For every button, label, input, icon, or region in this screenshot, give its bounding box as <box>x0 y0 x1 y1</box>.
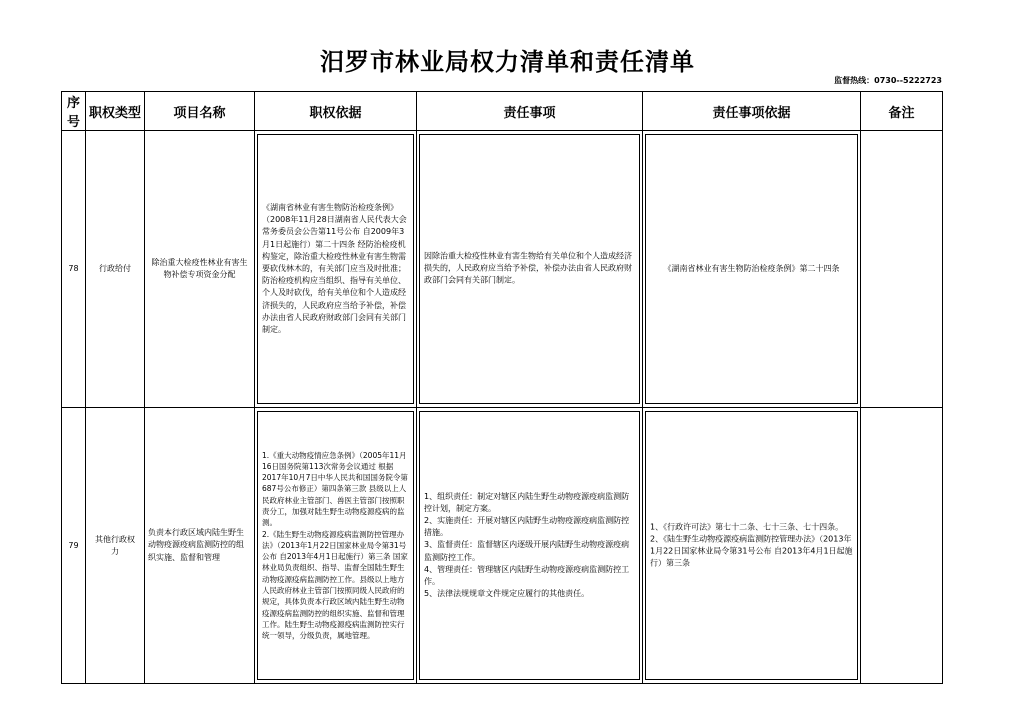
header-duty-basis: 责任事项依据 <box>643 92 861 131</box>
page-title: 汨罗市林业局权力清单和责任清单 <box>320 48 695 76</box>
row-duty-basis-cell <box>643 131 861 408</box>
row-duty-cell <box>417 408 643 684</box>
row-no: 79 <box>62 408 86 684</box>
basis-box <box>257 411 414 680</box>
row-duty-basis-cell <box>643 408 861 684</box>
duty-box <box>419 134 640 404</box>
row-name: 负责本行政区域内陆生野生动物疫源疫病监测防控的组织实施、监督和管理 <box>145 408 255 684</box>
row-basis: 《湖南省林业有害生物防治检疫条例》（2008年11月28日湖南省人民代表大会常务委员会公告第11号公布 自2009年3月1日起施行）第二十四条 经防治检疫机构鉴定，除治重大检疫性林业有害生物需要砍伐林木的，有关部门应当及时批准；防治检疫机构应当组织、指导有关单位、个人及时砍伐，给有关单位和个人造成经济损失的，人民政府应当给予补偿，补偿办法由省人民政府财政部门会同有关部门制定。 <box>262 202 407 334</box>
row-basis-cell <box>255 131 417 408</box>
header-no: 序号 <box>62 92 86 131</box>
row-basis-cell <box>255 408 417 684</box>
row-type: 其他行政权力 <box>86 408 145 684</box>
header-name: 项目名称 <box>145 92 255 131</box>
row-duty: 因除治重大检疫性林业有害生物给有关单位和个人造成经济损失的，人民政府应当给予补偿，补偿办法由省人民政府财政部门会同有关部门制定。 <box>424 251 632 286</box>
table-row <box>62 131 943 408</box>
row-name: 除治重大检疫性林业有害生物补偿专项资金分配 <box>145 131 255 408</box>
row-no: 78 <box>62 131 86 408</box>
row-type: 行政给付 <box>86 131 145 408</box>
row-duty-cell <box>417 131 643 408</box>
table-header-row <box>62 92 943 131</box>
row-duty: 1、组织责任：制定对辖区内陆生野生动物疫源疫病监测防控计划，制定方案。 2、实施责任：开展对辖区内陆野生动物疫源疫病监测防控措施。 3、监督责任：监督辖区内逐级开展内陆野生动物疫源疫病监测防控工作。 4、管理责任：管理辖区内陆野生动物疫源疫病监测防控工作。 5、法律法规规章文件规定应履行的其他责任。 <box>424 491 630 599</box>
hotline-text: 监督热线：0730--5222723 <box>834 76 942 85</box>
basis-box <box>257 134 414 404</box>
row-duty-basis: 1、《行政许可法》第七十二条、七十三条、七十四条。2、《陆生野生动物疫源疫病监测防控管理办法》（2013年1月22日国家林业局令第31号公布 自2013年4月1日起施行）第三条 <box>650 522 853 568</box>
row-basis: 1.《重大动物疫情应急条例》（2005年11月16日国务院第113次常务会议通过 根据2017年10月7日中华人民共和国国务院令第687号公布修正）第四条第三款 县级以上人民政府林业主管部门、兽医主管部门按照职责分工，加强对陆生野生动物疫源疫病的监测。 2.《陆生野生动物疫源疫病监测防控管理办法》（2013年1月22日国家林业局令第31号公布 自2013年4月1日起施行）第三条 国家林业局负责组织、指导、监督全国陆生野生动物疫源疫病监测防控工作。县级以上地方人民政府林业主管部门按照同级人民政府的规定，具体负责本行政区域内陆生野生动物疫源疫病监测防控的组织实施、监督和管理工作。陆生野生动物疫源疫病监测防控实行统一领导，分级负责，属地管理。 <box>262 450 408 641</box>
header-type: 职权类型 <box>86 92 145 131</box>
table-row <box>62 408 943 684</box>
row-note <box>861 408 943 684</box>
row-note <box>861 131 943 408</box>
duty-box <box>419 411 640 680</box>
duty-basis-box <box>645 134 858 404</box>
header-basis: 职权依据 <box>255 92 417 131</box>
power-responsibility-table <box>61 91 943 684</box>
header-duty: 责任事项 <box>417 92 643 131</box>
header-note: 备注 <box>861 92 943 131</box>
row-duty-basis: 《湖南省林业有害生物防治检疫条例》第二十四条 <box>663 264 840 273</box>
duty-basis-box <box>645 411 858 680</box>
